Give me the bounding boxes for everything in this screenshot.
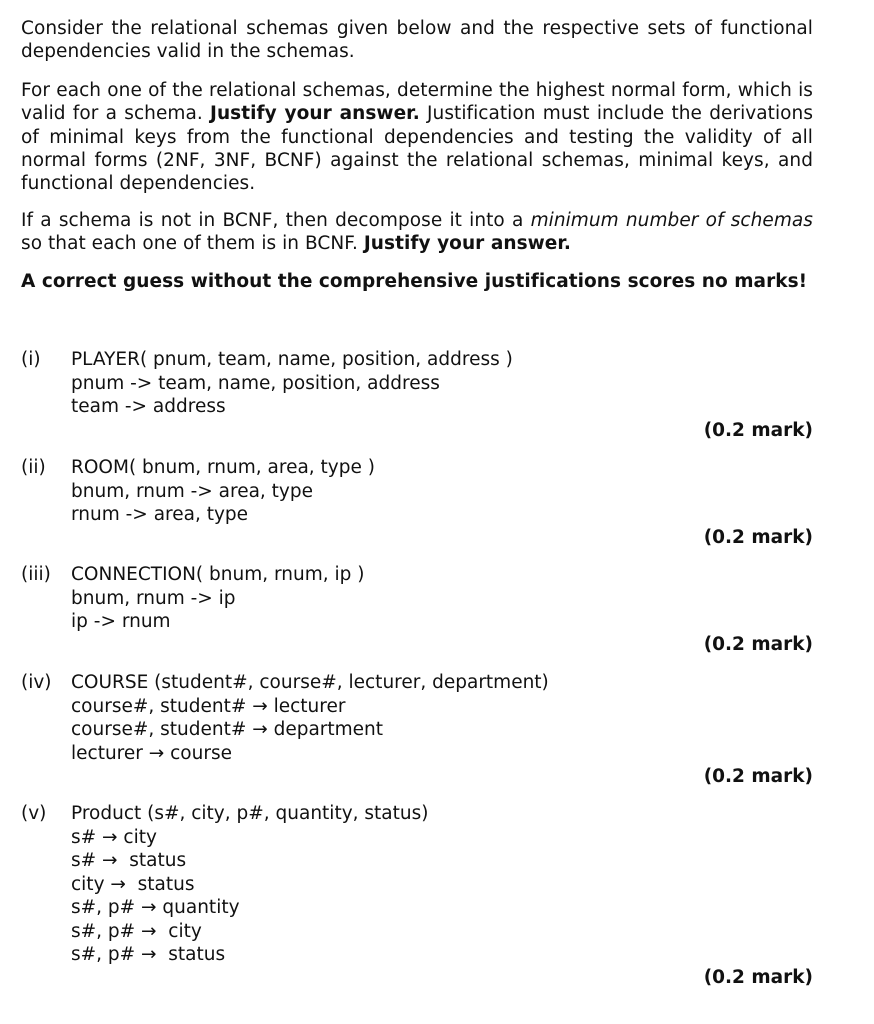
- intro-paragraph-3: [21, 209, 813, 256]
- intro-paragraph-1: [21, 17, 813, 64]
- fd-line: lecturer → course: [71, 742, 232, 764]
- mark-label: (0.2 mark): [703, 766, 813, 787]
- fd-line: bnum, rnum -> ip: [71, 587, 236, 609]
- mark-label: (0.2 mark): [703, 527, 813, 548]
- fd-line: s#, p# → city: [71, 920, 202, 942]
- fd-line: bnum, rnum -> area, type: [71, 480, 314, 502]
- question-number: (iii): [21, 564, 51, 585]
- mark-label: (0.2 mark): [703, 967, 813, 988]
- fd-line: ip -> rnum: [71, 611, 171, 632]
- fd-line: s#, p# → status: [71, 944, 226, 965]
- schema-line: ROOM( bnum, rnum, area, type ): [71, 457, 375, 478]
- mark-label: (0.2 mark): [703, 420, 813, 441]
- question-i: [21, 348, 813, 443]
- mark-label: (0.2 mark): [703, 634, 813, 655]
- question-body: [71, 563, 365, 634]
- fd-line: course#, student# → department: [71, 719, 384, 740]
- question-body: [71, 348, 513, 419]
- fd-line: s# → city: [71, 826, 157, 848]
- question-ii: [21, 456, 813, 551]
- intro-text: so that each one of them is in BCNF.: [21, 233, 364, 255]
- intro-text: For each one of the relational schemas, determine the highest normal form, which is valid for a schema.: [21, 80, 813, 125]
- intro-paragraph-2: [21, 79, 813, 195]
- justify-emphasis: Justify your answer.: [363, 233, 571, 255]
- question-body: [71, 671, 549, 765]
- fd-line: s# → status: [71, 850, 187, 871]
- minimum-schemas-emphasis: minimum number of schemas: [530, 210, 813, 231]
- question-body: [71, 456, 375, 527]
- schema-line: PLAYER( pnum, team, name, position, address ): [71, 349, 513, 370]
- question-number: (ii): [21, 457, 46, 478]
- intro-text: If a schema is not in BCNF, then decompose it into a: [21, 210, 531, 231]
- question-v: [21, 802, 813, 1002]
- warning-line: A correct guess without the comprehensive justifications scores no marks!: [21, 271, 808, 292]
- justify-emphasis: Justify your answer.: [210, 103, 420, 125]
- fd-line: course#, student# → lecturer: [71, 695, 346, 717]
- intro-text: Consider the relational schemas given below and the respective sets of functional dependencies valid in the schemas.: [21, 18, 813, 63]
- intro-text: Justification must include the derivations of minimal keys from the functional dependencies and testing the validity of all normal forms (2NF, 3NF, BCNF) against the relational schemas, minimal keys, and functional dependencies.: [21, 103, 814, 195]
- question-iv: [21, 671, 813, 791]
- question-number: (v): [21, 803, 47, 824]
- question-number: (iv): [21, 672, 52, 693]
- fd-line: team -> address: [71, 396, 226, 417]
- question-body: [71, 802, 428, 967]
- schema-line: COURSE (student#, course#, lecturer, department): [71, 672, 549, 693]
- question-iii: [21, 563, 813, 658]
- schema-line: CONNECTION( bnum, rnum, ip ): [71, 564, 365, 585]
- fd-line: city → status: [71, 873, 195, 895]
- fd-line: s#, p# → quantity: [71, 897, 240, 918]
- fd-line: rnum -> area, type: [71, 504, 249, 525]
- fd-line: pnum -> team, name, position, address: [71, 372, 440, 394]
- schema-line: Product (s#, city, p#, quantity, status): [71, 803, 429, 824]
- question-number: (i): [21, 349, 41, 370]
